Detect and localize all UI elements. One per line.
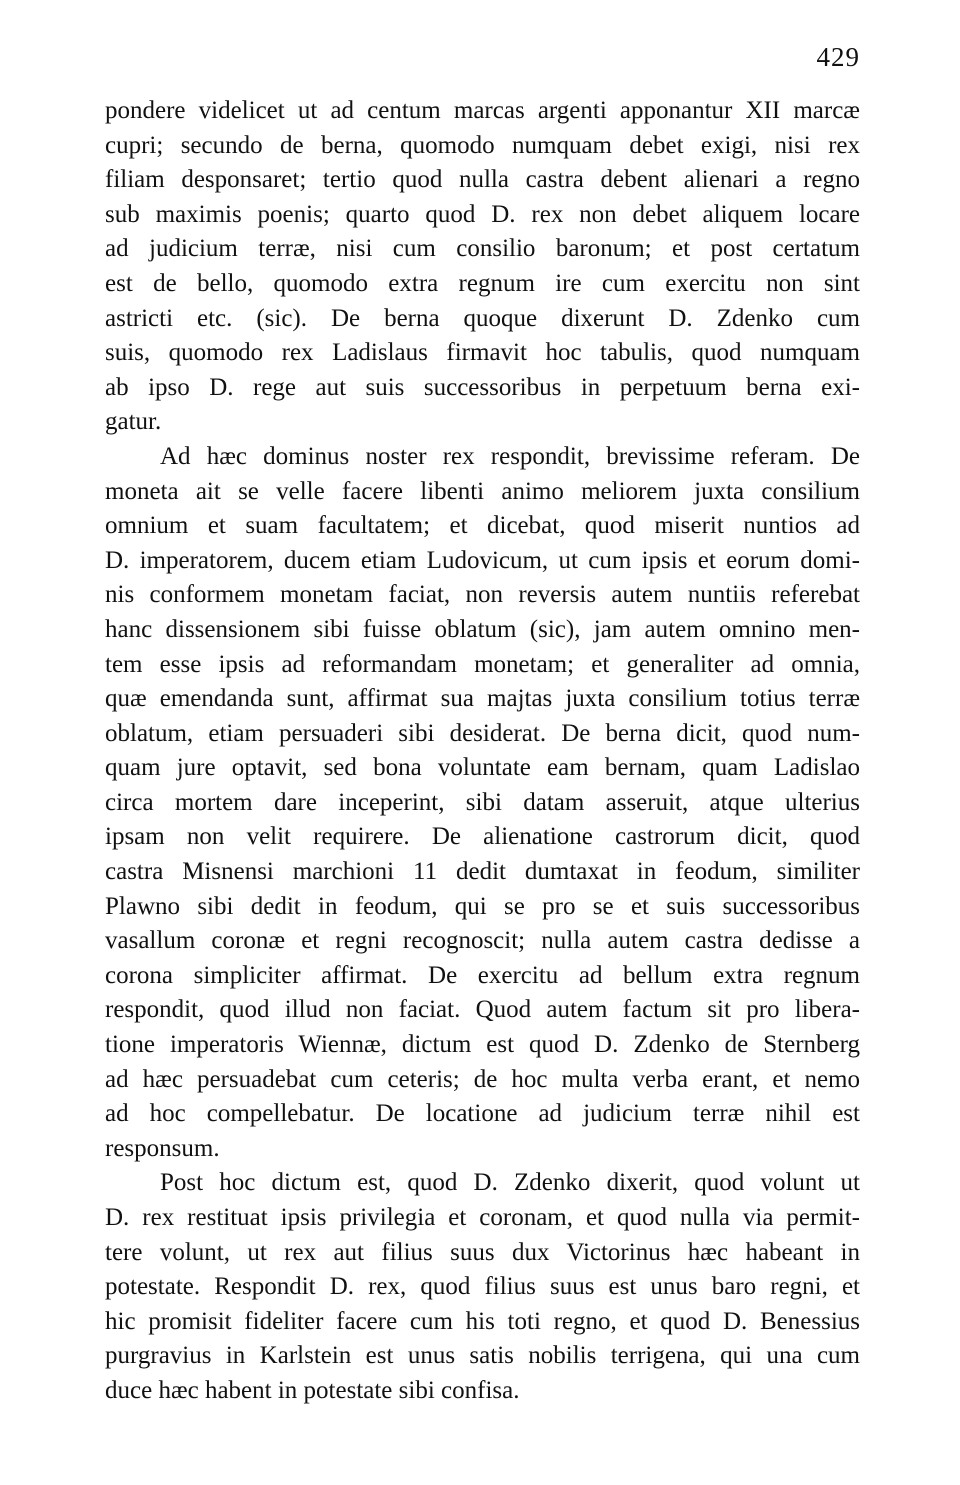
text-line: astricti etc. (sic). De berna quoque dixerunt D. Zdenko cum: [105, 304, 860, 332]
text-line: tione imperatoris Wiennæ, dictum est quod D. Zdenko de Sternberg: [105, 1031, 860, 1059]
text-line: circa mortem dare inceperint, sibi datam asseruit, atque ulterius: [105, 788, 860, 816]
text-line: ipsam non velit requirere. De alienatione castrorum dicit, quod: [105, 823, 860, 851]
text-line: responsum.: [105, 1134, 220, 1162]
text-line: tere volunt, ut rex aut filius suus dux Victorinus hæc habeant in: [105, 1238, 860, 1266]
text-line: corona simpliciter affirmat. De exercitu ad bellum extra regnum: [105, 961, 860, 989]
text-line: filiam desponsaret; tertio quod nulla castra debent alienari a regno: [105, 166, 860, 194]
text-line: castra Misnensi marchioni 11 dedit dumtaxat in feodum, similiter: [105, 858, 860, 886]
text-line: Plawno sibi dedit in feodum, qui se pro se et suis successoribus: [105, 892, 860, 920]
page-number: 429: [816, 42, 860, 72]
text-line: omnium et suam facultatem; et dicebat, quod miserit nuntios ad: [105, 512, 860, 540]
text-line: oblatum, etiam persuaderi sibi desiderat. De berna dicit, quod num-: [105, 719, 860, 747]
text-line: potestate. Respondit D. rex, quod filius suus est unus baro regni, et: [105, 1273, 860, 1301]
text-line: D. rex restituat ipsis privilegia et coronam, et quod nulla via permit-: [105, 1204, 860, 1231]
paragraph-start-line: Ad hæc dominus noster rex respondit, brevissime referam. De: [160, 442, 860, 470]
text-line: ad judicium terræ, nisi cum consilio baronum; et post certatum: [105, 235, 860, 263]
text-line: sub maximis poenis; quarto quod D. rex non debet aliquem locare: [105, 200, 860, 228]
text-line: hanc dissensionem sibi fuisse oblatum (sic), jam autem omnino men-: [105, 615, 860, 643]
text-line: respondit, quod illud non faciat. Quod autem factum sit pro libera-: [105, 996, 860, 1024]
text-line: duce hæc habent in potestate sibi confisa.: [105, 1376, 520, 1404]
text-line: tem esse ipsis ad reformandam monetam; et generaliter ad omnia,: [105, 650, 860, 678]
text-line: quam jure optavit, sed bona voluntate eam bernam, quam Ladislao: [105, 754, 860, 782]
text-line: purgravius in Karlstein est unus satis nobilis terrigena, qui una cum: [105, 1342, 860, 1370]
text-line: ad hoc compellebatur. De locatione ad judicium terræ nihil est: [105, 1100, 860, 1128]
text-line: moneta ait se velle facere libenti animo meliorem juxta consilium: [105, 477, 860, 505]
text-line: hic promisit fideliter facere cum his toti regno, et quod D. Benessius: [105, 1307, 860, 1335]
text-line: suis, quomodo rex Ladislaus firmavit hoc tabulis, quod numquam: [105, 339, 860, 367]
text-line: est de bello, quomodo extra regnum ire cum exercitu non sint: [105, 269, 860, 297]
text-line: cupri; secundo de berna, quomodo numquam debet exigi, nisi rex: [105, 131, 860, 159]
text-line: quæ emendanda sunt, affirmat sua majtas juxta consilium totius terræ: [105, 685, 860, 713]
text-line: vasallum coronæ et regni recognoscit; nulla autem castra dedisse a: [105, 927, 860, 955]
text-line: ab ipso D. rege aut suis successoribus in perpetuum berna exi-: [105, 373, 860, 401]
paragraph-start-line: Post hoc dictum est, quod D. Zdenko dixerit, quod volunt ut: [160, 1169, 860, 1197]
text-body: [105, 94, 860, 1409]
text-line: gatur.: [105, 408, 162, 436]
text-line: ad hæc persuadebat cum ceteris; de hoc multa verba erant, et nemo: [105, 1065, 860, 1093]
text-line: nis conformem monetam faciat, non reversis autem nuntiis referebat: [105, 581, 860, 609]
text-line: pondere videlicet ut ad centum marcas argenti apponantur XII marcæ: [105, 97, 860, 124]
text-line: D. imperatorem, ducem etiam Ludovicum, ut cum ipsis et eorum domi-: [105, 546, 860, 574]
